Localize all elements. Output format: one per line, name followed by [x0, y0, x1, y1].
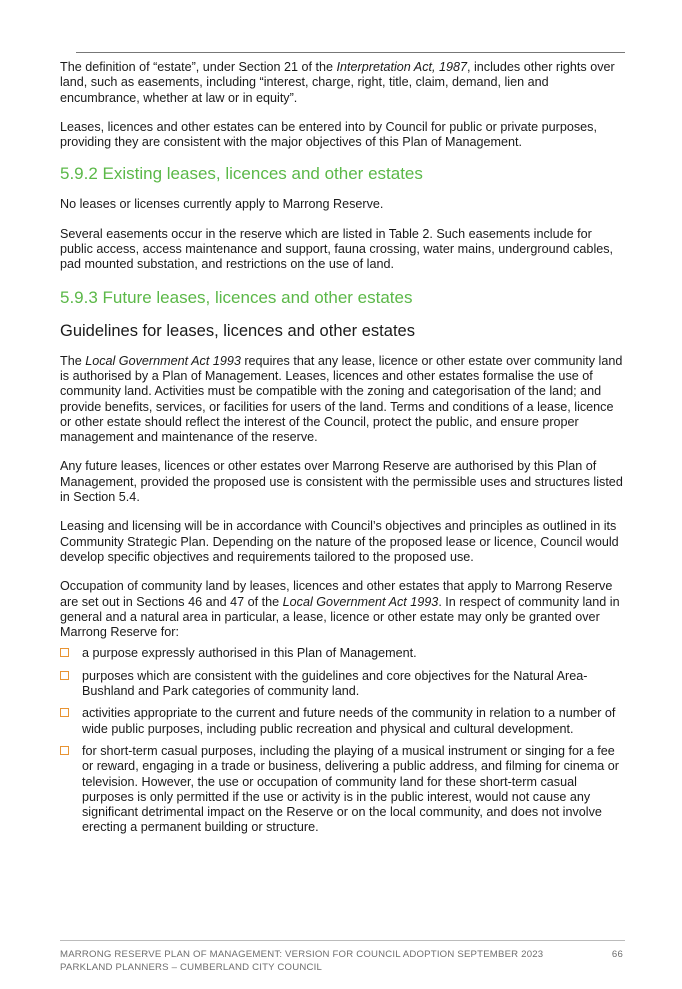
page-body	[60, 60, 628, 836]
paragraph-no-leases: No leases or licenses currently apply to Marrong Reserve.	[60, 197, 384, 212]
list-item: a purpose expressly authorised in this Plan of Management.	[60, 646, 628, 661]
checkbox-square-icon	[60, 746, 69, 755]
checkbox-square-icon	[60, 648, 69, 657]
section-heading-5-9-2: 5.9.2 Existing leases, licences and other estates	[60, 164, 423, 184]
paragraph-leases-purpose: Leases, licences and other estates can be entered into by Council for public or private purposes, providing they are consistent with the major objectives of this Plan of Management.	[60, 119, 597, 150]
header-rule	[76, 52, 625, 53]
paragraph-local-government-act: The Local Government Act 1993 requires that any lease, licence or other estate over community land is authorised by a Plan of Management. Leases, licences and other estates formalise the use of community land. Activities must be compatible with the zoning and categorisation of the land; and provide benefits, services, or facilities for users of the land. Terms and conditions of a lease, licence or other estate should reflect the interest of the Council, protect the public, and ensure proper management and maintenance of the reserve.	[60, 353, 623, 445]
paragraph-estate-definition: The definition of “estate”, under Section 21 of the Interpretation Act, 1987, includes other rights over land, such as easements, including “interest, charge, right, title, claim, demand, lien and encumbrance, whether at law or in equity”.	[60, 60, 615, 105]
subheading-guidelines: Guidelines for leases, licences and other estates	[60, 321, 415, 340]
bullet-list	[60, 646, 628, 835]
checkbox-square-icon	[60, 671, 69, 680]
footer-document-title: MARRONG RESERVE PLAN OF MANAGEMENT: VERSION FOR COUNCIL ADOPTION SEPTEMBER 2023	[60, 949, 544, 960]
page-footer	[60, 949, 625, 974]
footer-rule	[60, 940, 625, 941]
list-item: for short-term casual purposes, including the playing of a musical instrument or singing for a fee or reward, engaging in a trade or business, delivering a public address, and filming for cinema or television. However, the use or occupation of community land for these short-term casual purposes is only permitted if the use or activity is in the public interest, would not cause any significant detrimental impact on the Reserve or on the local community, and does not involve erecting a permanent building or structure.	[60, 744, 628, 836]
paragraph-leasing-licensing: Leasing and licensing will be in accordance with Council’s objectives and principles as outlined in its Community Strategic Plan. Depending on the nature of the proposed lease or licence, Council would develop specific objectives and requirements tailored to the proposed use.	[60, 519, 619, 564]
list-item: activities appropriate to the current and future needs of the community in relation to a number of wide public purposes, including public recreation and physical and cultural development.	[60, 706, 628, 737]
footer-author: PARKLAND PLANNERS – CUMBERLAND CITY COUNCIL	[60, 961, 323, 973]
list-item: purposes which are consistent with the guidelines and core objectives for the Natural Area-Bushland and Park categories of community land.	[60, 669, 628, 700]
checkbox-square-icon	[60, 708, 69, 717]
paragraph-easements: Several easements occur in the reserve which are listed in Table 2. Such easements include for public access, access maintenance and support, fauna crossing, water mains, underground cables, pad mounted substation, and restrictions on the use of land.	[60, 226, 614, 272]
paragraph-occupation: Occupation of community land by leases, licences and other estates that apply to Marrong Reserve are set out in Sections 46 and 47 of the Local Government Act 1993. In respect of community land in general and a natural area in particular, a lease, licence or other estate may only be granted over Marrong Reserve for:	[60, 579, 620, 640]
paragraph-future-leases: Any future leases, licences or other estates over Marrong Reserve are authorised by this Plan of Management, provided the proposed use is consistent with the permissible uses and structures listed in Section 5.4.	[60, 459, 623, 505]
page-number: 66	[611, 949, 623, 960]
section-heading-5-9-3: 5.9.3 Future leases, licences and other estates	[60, 287, 413, 307]
